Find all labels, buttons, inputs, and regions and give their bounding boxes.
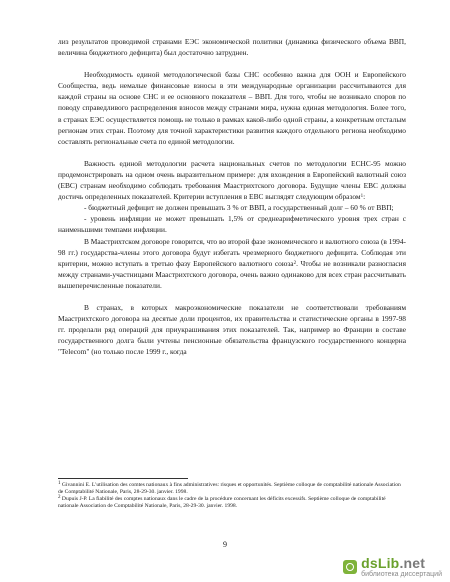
page-number: 9 [223, 540, 227, 549]
watermark[interactable] [343, 556, 442, 578]
footnote-divider [58, 478, 188, 479]
paragraph-4-text: В Маастрихтском договоре говорится, что во второй фазе экономического и валютного союза (в 1994-98 гг.) государства-члены этого договора будут избегать чрезмерного бюджетного дефицита. Соблюдая эти критерии, можно вступать в третью фазу Европейского валютного союза [58, 236, 406, 268]
footnote-ref-2[interactable]: 2 [293, 260, 297, 266]
body-text [58, 36, 406, 357]
watermark-brand-tld: .net [399, 555, 426, 571]
watermark-subtitle: библиотека диссертаций [361, 571, 442, 578]
paragraph-5: В странах, в которых макроэкономические показатели не соответствовали требованиям Маастрихтского договора на десятые доли процентов, их правительства и статистические органы в 1997-98 гг. проделали ряд операций для приукрашивания этих показателей. Так, например во Франции в составе государственного долга были учтены пенсионные обязательства французского государственного концерна "Telecom" (но только после 1999 г., когда [58, 302, 406, 357]
paragraph-3 [58, 158, 406, 202]
paragraph-2: Необходимость единой методологической базы СНС особенно важна для ООН и Европейского Сообщества, ведь немалые финансовые взносы в эти международные организации рассчитываются для каждой страны на основе СНС и ее основного показателя – ВВП. Для того, чтобы не возникало споров по поводу справедливого распределения взносов между странами мира, нужна единая методология. Более того, в странах ЕЭС осуществляется помощь не только в рамках какой-либо одной страны, а конкретным отсталым регионам этих стран. Поэтому для точной характеристики развития каждого отдельного региона необходимо составлять региональные счета по единой методологии. [58, 70, 406, 146]
paragraph-1: лиз результатов проводимой странами ЕЭС экономической политики (динамика физического объема ВВП, величина бюджетного дефицита) был достаточно затруднен. [58, 37, 406, 58]
criterion-inflation: - уровень инфляции не может превышать 1,5% от среднеарифметического уровня трех стран с наименьшими темпами инфляции. [58, 214, 406, 235]
paragraph-3-colon: : [363, 192, 366, 202]
paragraph-3-text: Важность единой методологии расчета национальных счетов по методологии ЕСНС-95 можно продемонстрировать на одном очень выразительном примере: для вхождения в Европейский валютный союз (ЕВС) странам необходимо соблюдать требования Маастрихтского договора. Будущие члены ЕВС должны достичь определенных показателей. Критерии вступления в ЕВС выглядят следующим образом [58, 158, 406, 202]
paragraph-4-rest: . Чтобы не возникали разногласия между странами-участницами Маастрихтского договора, очень важно одинаково для всех стран рассчитывать вышеперечисленные показатели. [58, 258, 406, 290]
footnote-ref-1[interactable]: 1 [360, 194, 364, 200]
footnotes [58, 478, 406, 510]
footnote-1-mark: 1 [58, 481, 61, 486]
criterion-budget-deficit: - бюджетный дефицит не должен превышать 3 % от ВВП, а государственный долг – 60 % от ВВП; [84, 203, 394, 213]
footnote-2 [58, 496, 406, 510]
watermark-brand [361, 556, 442, 570]
dslib-logo-icon [343, 560, 357, 574]
footnote-1-text: Givannini E. L'utilisation des comtes nationaux à fins administratives: risques et opportunités. Septième colloque de comptabilité nationale Association de Comptabilité Nationale, Paris, 28-29-30. janvier. 1998. [58, 482, 401, 495]
watermark-text [361, 556, 442, 578]
footnote-2-text: Dupuis J-P. La fiabilité des comptes nationaux dans le cadre de la procédure concernant les déficits excessifs. Septième colloque de comptabilité nationale Association de Comptabilité Nationale, Paris, 28-29-30. janvier. 1998. [58, 496, 386, 509]
footnote-2-mark: 2 [58, 495, 61, 500]
footnote-1 [58, 482, 406, 496]
watermark-brand-main: dsLib [361, 555, 400, 571]
paragraph-4 [58, 236, 406, 291]
